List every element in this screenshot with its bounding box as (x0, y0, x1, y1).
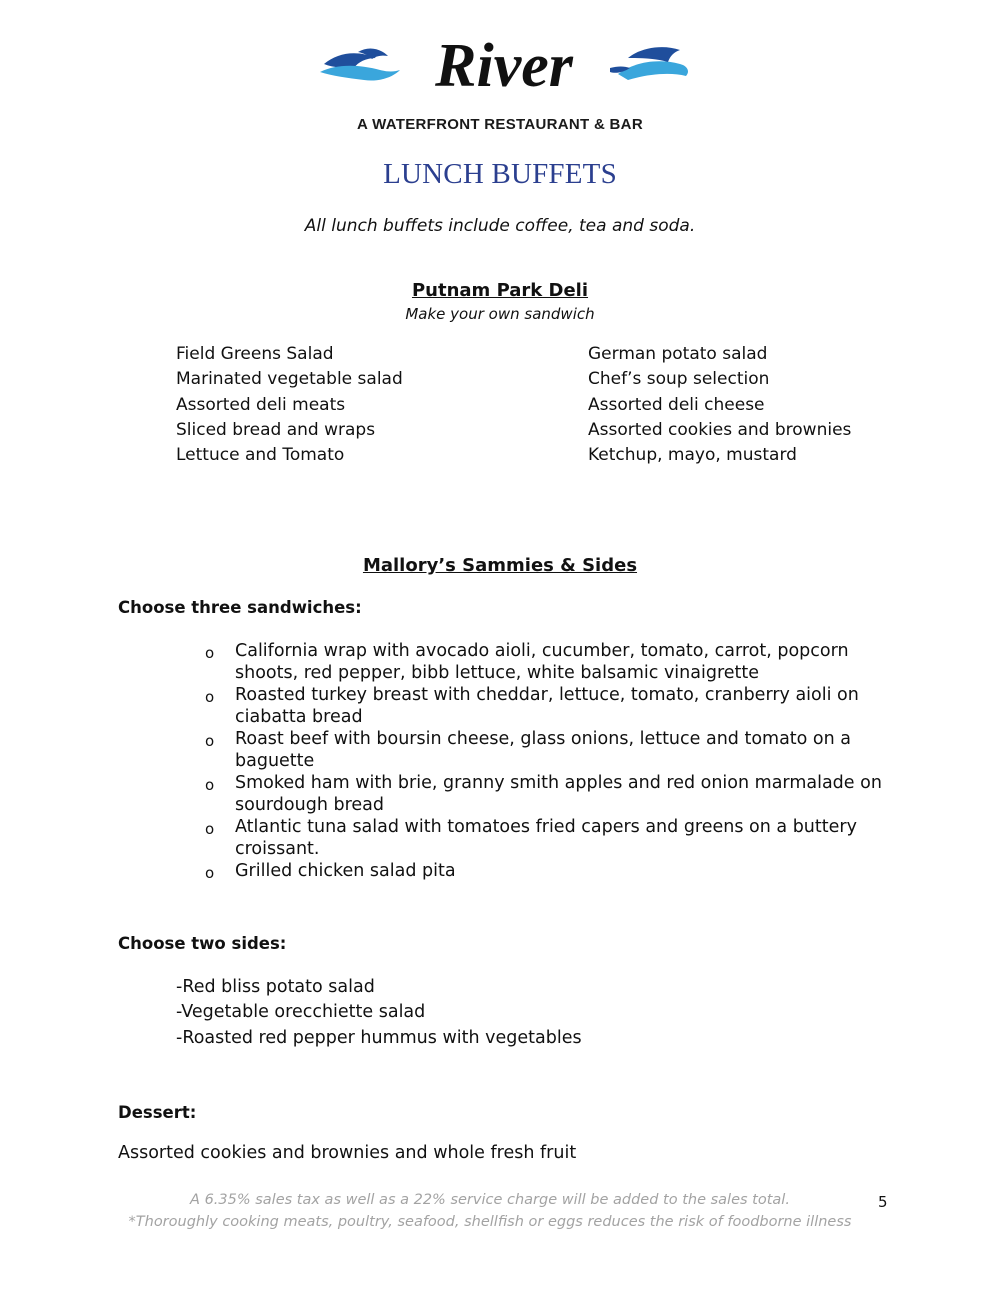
bullet-icon: o (205, 644, 215, 662)
list-item: o California wrap with avocado aioli, cucumber, tomato, carrot, popcorn shoots, red pepper, bibb lettuce, white balsamic vinaigrette (205, 641, 849, 683)
list-item: Lettuce and Tomato (176, 445, 345, 466)
logo-wordmark: River (435, 32, 573, 100)
bullet-icon: o (205, 864, 215, 882)
dessert-label: Dessert: (118, 1103, 197, 1122)
bullet-icon: o (205, 688, 215, 706)
page-number: 5 (878, 1193, 888, 1211)
header-logo (0, 28, 1000, 138)
bullet-icon: o (205, 820, 215, 838)
list-item: o Roast beef with boursin cheese, glass onions, lettuce and tomato on a baguette (205, 729, 852, 771)
list-item: Assorted deli cheese (588, 394, 765, 415)
dessert-text: Assorted cookies and brownies and whole fresh fruit (118, 1143, 577, 1163)
sides-list (176, 975, 582, 1051)
list-item: Ketchup, mayo, mustard (588, 445, 797, 466)
list-item: o Atlantic tuna salad with tomatoes fried capers and greens on a buttery croissant. (205, 817, 857, 859)
list-item: -Roasted red pepper hummus with vegetables (176, 1027, 582, 1048)
list-item: Sliced bread and wraps (176, 419, 376, 440)
sandwich-choice-label: Choose three sandwiches: (118, 598, 362, 617)
bullet-icon: o (205, 776, 215, 794)
footer-tax-note: A 6.35% sales tax as well as a 22% service charge will be added to the sales total. (190, 1192, 790, 1208)
footer-food-safety-note: *Thoroughly cooking meats, poultry, seafood, shellfish or eggs reduces the risk of foodborne illness (128, 1214, 852, 1230)
river-logo (318, 28, 690, 108)
list-item: Field Greens Salad (176, 344, 334, 364)
deli-right-column (588, 342, 851, 468)
sides-choice-label: Choose two sides: (118, 934, 287, 953)
list-item: o Roasted turkey breast with cheddar, lettuce, tomato, cranberry aioli on ciabatta bread (205, 685, 859, 727)
list-item: Assorted deli meats (176, 394, 346, 415)
list-item: -Red bliss potato salad (176, 977, 375, 997)
logo-tagline: A WATERFRONT RESTAURANT & BAR (357, 116, 643, 133)
deli-heading: Putnam Park Deli (411, 280, 589, 301)
list-item: -Vegetable orecchiette salad (176, 1002, 426, 1023)
page-title: LUNCH BUFFETS (383, 158, 617, 190)
bullet-icon: o (205, 732, 215, 750)
left-wave-icon (320, 49, 400, 81)
list-item: Assorted cookies and brownies (588, 419, 852, 440)
list-item: o Grilled chicken salad pita (205, 861, 456, 882)
list-item: German potato salad (588, 344, 768, 364)
list-item: Marinated vegetable salad (176, 369, 403, 390)
deli-subtitle: Make your own sandwich (405, 305, 595, 323)
sandwich-list (205, 640, 895, 884)
deli-left-column (176, 342, 403, 468)
list-item: Chef’s soup selection (588, 369, 770, 390)
mallory-heading: Mallory’s Sammies & Sides (362, 555, 638, 576)
intro-note: All lunch buffets include coffee, tea and soda. (304, 216, 696, 236)
right-wave-icon (610, 47, 688, 80)
list-item: o Smoked ham with brie, granny smith apples and red onion marmalade on sourdough bread (205, 773, 882, 815)
